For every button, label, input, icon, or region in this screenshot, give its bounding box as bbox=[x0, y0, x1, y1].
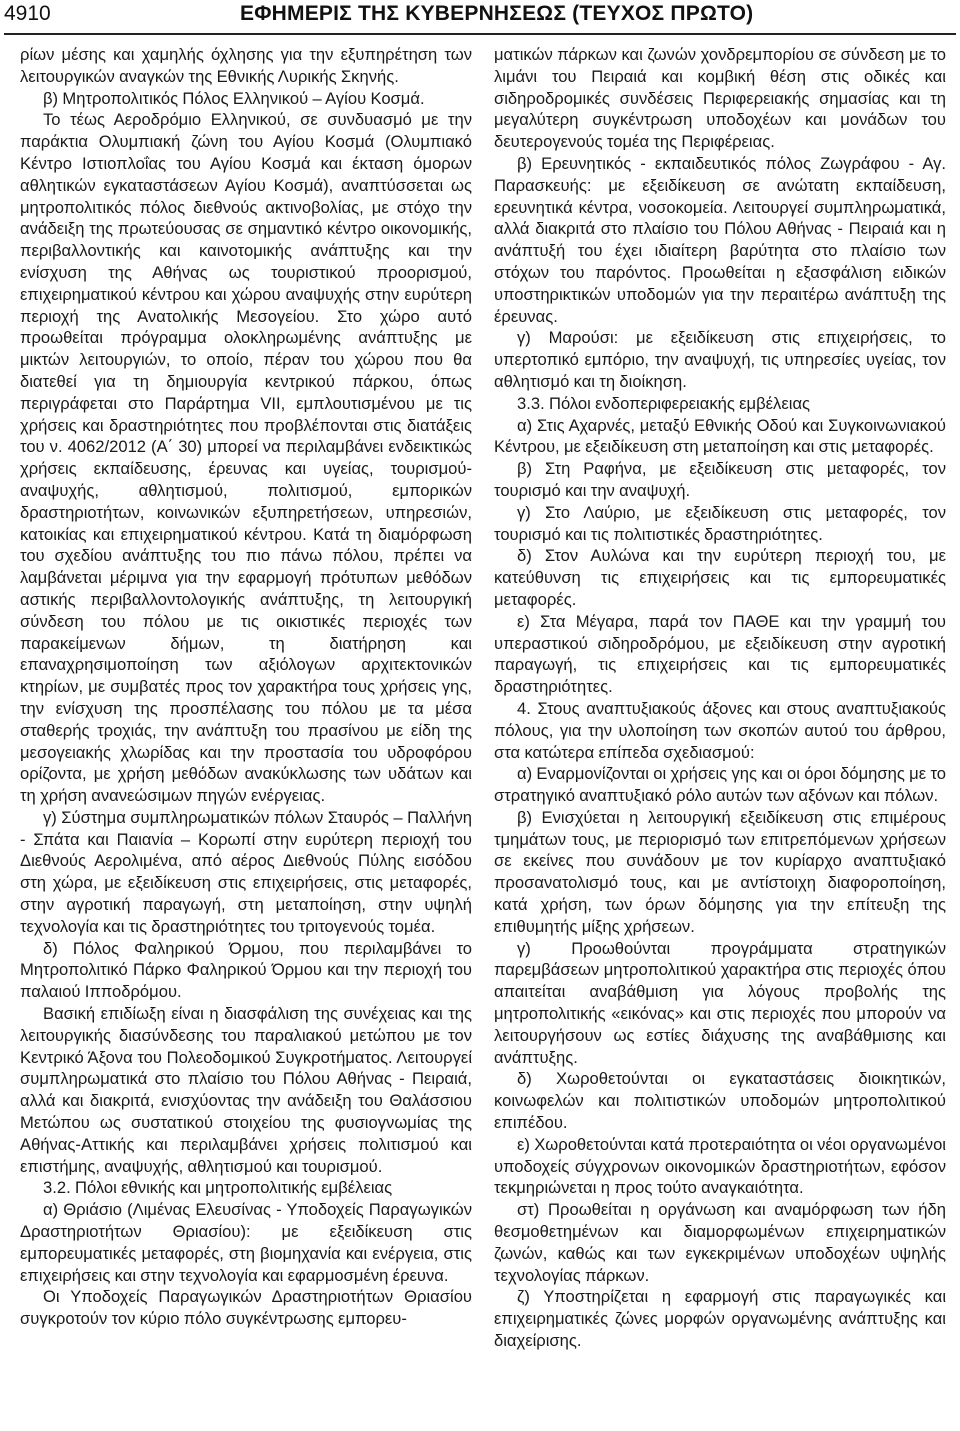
right-text-column bbox=[494, 44, 946, 1352]
paragraph: γ) Μαρούσι: με εξειδίκευση στις επιχειρήσεις, το υπερτοπικό εμπόριο, την αναψυχή, τις υπηρεσίες υγείας, τον αθλητισμό και τη διοίκηση. bbox=[494, 328, 946, 391]
paragraph: β) Μητροπολιτικός Πόλος Ελληνικού – Αγίου Κοσμά. bbox=[43, 88, 425, 108]
paragraph: Οι Υποδοχείς Παραγωγικών Δραστηριοτήτων Θριασίου συγκροτούν τον κύριο πόλο συγκέντρωσης εμπορευ- bbox=[20, 1287, 472, 1329]
header-divider bbox=[4, 33, 956, 35]
paragraph: α) Εναρμονίζονται οι χρήσεις γης και οι όροι δόμησης με το στρατηγικό αναπτυξιακό ρόλο αυτών των αξόνων και πόλων. bbox=[494, 764, 946, 806]
paragraph: ε) Στα Μέγαρα, παρά τον ΠΑΘΕ και την γραμμή του υπεραστικού σιδηροδρόμου, με εξειδίκευση στην αγροτική παραγωγή, τις επιχειρήσεις και τις εμπορευματικές δραστηριότητες. bbox=[494, 611, 946, 697]
paragraph: δ) Στον Αυλώνα και την ευρύτερη περιοχή του, με κατεύθυνση τις επιχειρήσεις και τις εμπορευματικές μεταφορές. bbox=[494, 546, 946, 609]
page-number: 4910 bbox=[4, 2, 51, 25]
paragraph: Βασική επιδίωξη είναι η διασφάλιση της συνέχειας και της λειτουργικής διασύνδεσης του παραλιακού μετώπου με τον Κεντρικό Άξονα του Πολεοδομικού Συγκροτήματος. Λειτουργεί συμπληρωματικά στο πλαίσιο του Πόλου Αθήνας - Πειραιά, αλλά και διακριτά, ενισχύοντας την ανάδειξη του Θαλάσσιου Μετώπου ως συστατικού στοιχείου της φυσιογνωμίας της Αθήνας-Αττικής και περιλαμβάνει χρήσεις πολιτισμού και επιστήμης, αναψυχής, αθλητισμού και τουρισμού. bbox=[20, 1004, 472, 1176]
paragraph: γ) Σύστημα συμπληρωματικών πόλων Σταυρός – Παλλήνη - Σπάτα και Παιανία – Κορωπί στην ευρύτερη περιοχή του Διεθνούς Αερολιμένα, από αέρος Διεθνούς Πύλης εισόδου στη χώρα, με εξειδίκευση στις επιχειρήσεις, στις μεταφορές, στην αγροτική παραγωγή, στη μεταποίηση, στην υψηλή τεχνολογία και τις δραστηριότητες του τριτογενούς τομέα. bbox=[20, 807, 472, 936]
paragraph: δ) Χωροθετούνται οι εγκαταστάσεις διοικητικών, κοινωφελών και πολιτιστικών υποδομών μητροπολιτικού επιπέδου. bbox=[494, 1069, 946, 1133]
page-header bbox=[0, 0, 960, 36]
paragraph: β) Στη Ραφήνα, με εξειδίκευση στις μεταφορές, τον τουρισμό και την αναψυχή. bbox=[494, 459, 946, 500]
paragraph: ε) Χωροθετούνται κατά προτεραιότητα οι νέοι οργανωμένοι υποδοχείς σύγχρονων οικονομικών δραστηριοτήτων, εφόσον τεκμηριώνεται η προς τούτο αναγκαιότητα. bbox=[494, 1134, 946, 1198]
paragraph: Το τέως Αεροδρόμιο Ελληνικού, σε συνδυασμό με την παράκτια Ολυμπιακή ζώνη του Αγίου Κοσμά (Ολυμπιακό Κέντρο Ιστιοπλοΐας του Αγίου Κοσμά και έκταση όμορων αθλητικών εγκαταστάσεων Αγίου Κοσμά), αναπτύσσεται ως μητροπολιτικός πόλος διεθνούς ακτινοβολίας, με στόχο την ανάδειξη της πρωτεύουσας σε σημαντικό κέντρο οικονομικής, περιβαλλοντικής και καινοτομικής ανάπτυξης και την ενίσχυση της Αθήνας ως τουριστικού προορισμού, επιχειρηματικού κέντρου και χώρου αναψυχής στην ευρύτερη περιοχή της Ανατολικής Μεσογείου. Στο χώρο αυτό προωθείται πρόγραμμα ολοκληρωμένης ανάπτυξης με μικτών λειτουργιών, το οποίο, πέραν του χώρου που θα διατεθεί για τη δημιουργία κεντρικού πάρκου, όπως περιγράφεται στο Παράρτημα VII, εμπλουτισμένου με τις χρήσεις και δραστηριότητες που προβλέπονται στις διατάξεις του ν. 4062/2012 (Α΄ 30) μπορεί να περιλαμβάνει ενδεικτικώς χρήσεις εκπαίδευσης, έρευνας και υγείας, τουρισμού-αναψυχής, αθλητισμού, πολιτισμού, εμπορικών δραστηριοτήτων, κοινωνικών εξυπηρετήσεων, υπηρεσιών, κατοικίας και επιχειρηματικού κέντρου. Κατά τη διαμόρφωση του σχεδίου ανάπτυξης του πιο πάνω πόλου, πρέπει να λαμβάνεται μέριμνα για την εφαρμογή πρότυπων μεθόδων αστικής περιβαλλοντολογικής ανάπτυξης, τη λειτουργική σύνδεση του πόλου με τις οικιστικές περιοχές των παρακείμενων δήμων, τη διατήρηση και επαναχρησιμοποίηση των αξιόλογων αρχιτεκτονικών κτηρίων, με συμβατές προς τον χαρακτήρα τους χρήσεις γης, την ενίσχυση της προσπέλασης του πόλου με τα μέσα σταθερής τροχιάς, την ανάπτυξη του πρασίνου με είδη της μεσογειακής χλωρίδας και την προστασία του υδροφόρου ορίζοντα, με χρήση μεθόδων ανακύκλωσης των υδάτων και τη χρήση ανανεώσιμων πηγών ενέργειας. bbox=[20, 110, 472, 806]
paragraph: ζ) Υποστηρίζεται η εφαρμογή στις παραγωγικές και επιχειρηματικές ζώνες μορφών οργανωμένης ανάπτυξης και διαχείρισης. bbox=[494, 1287, 946, 1351]
paragraph: α) Θριάσιο (Λιμένας Ελευσίνας - Υποδοχείς Παραγωγικών Δραστηριοτήτων Θριασίου): με εξειδίκευση στις εμπορευματικές μεταφορές, στη βιομηχανία και ενέργεια, στις επιχειρήσεις και στην τεχνολογία και εφαρμοσμένη έρευνα. bbox=[20, 1200, 472, 1285]
paragraph: 4. Στους αναπτυξιακούς άξονες και στους αναπτυξιακούς πόλους, για την υλοποίηση των σκοπών αυτού του άρθρου, στα κατώτερα επίπεδα σχεδιασμού: bbox=[494, 698, 946, 762]
paragraph: ρίων μέσης και χαμηλής όχλησης για την εξυπηρέτηση των λειτουργικών αναγκών της Εθνικής Λυρικής Σκηνής. bbox=[20, 45, 472, 86]
paragraph: γ) Προωθούνται προγράμματα στρατηγικών παρεμβάσεων μητροπολιτικού χαρακτήρα στις περιοχές όπου απαιτείται αναβάθμιση για λόγους προβολής της μητροπολιτικής «εικόνας» και στις περιοχές που μπορούν να λειτουργήσουν ως εστίες διάχυσης της αναβάθμισης και ανάπτυξης. bbox=[494, 938, 946, 1067]
section-heading: 3.3. Πόλοι ενδοπεριφερειακής εμβέλειας bbox=[517, 393, 811, 413]
paragraph: γ) Στο Λαύριο, με εξειδίκευση στις μεταφορές, τον τουρισμό και τις πολιτιστικές δραστηριότητες. bbox=[494, 502, 946, 544]
paragraph: ματικών πάρκων και ζωνών χονδρεμπορίου σε σύνδεση με το λιμάνι του Πειραιά και κομβική θέση στις οδικές και σιδηροδρομικές συνδέσεις Περιφερειακής σημασίας και τη μεγαλύτερη συγκέντρωση υποδοχέων και μονάδων του δευτερογενούς τομέα της Περιφέρειας. bbox=[494, 45, 946, 152]
paragraph: δ) Πόλος Φαληρικού Όρμου, που περιλαμβάνει το Μητροπολιτικό Πάρκο Φαληρικού Όρμου και την περιοχή του παλαιού Ιπποδρόμου. bbox=[20, 938, 472, 1002]
gazette-title: ΕΦΗΜΕΡΙΣ ΤΗΣ ΚΥΒΕΡΝΗΣΕΩΣ (ΤΕΥΧΟΣ ΠΡΩΤΟ) bbox=[240, 2, 754, 25]
paragraph: β) Ενισχύεται η λειτουργική εξειδίκευση στις επιμέρους τμημάτων τους, με περιορισμό των επιτρεπόμενων χρήσεων σε εκείνες που συνάδουν με τον κυρίαρχο αναπτυξιακό προσανατολισμό τους, και με αντίστοιχη διαφοροποίηση, κατά χρήση, των όρων δόμησης για την επίτευξη της επιθυμητής μίξης χρήσεων. bbox=[494, 807, 946, 936]
section-heading: 3.2. Πόλοι εθνικής και μητροπολιτικής εμβέλειας bbox=[43, 1178, 393, 1198]
paragraph: β) Ερευνητικός - εκπαιδευτικός πόλος Ζωγράφου - Αγ. Παρασκευής: με εξειδίκευση σε ανώτατη εκπαίδευση, ερευνητικά κέντρα, νοσοκομεία. Λειτουργεί συμπληρωματικά, αλλά διακριτά στο πλαίσιο του Πόλου Αθήνας - Πειραιά και η ανάπτυξή του έχει ιδιαίτερη βαρύτητα στο πλαίσιο των στόχων του παρόντος. Προωθείται η εξασφάλιση ειδικών υποστηρικτικών υποδομών για την περαιτέρω ανάπτυξη της έρευνας. bbox=[494, 153, 946, 326]
paragraph: α) Στις Αχαρνές, μεταξύ Εθνικής Οδού και Συγκοινωνιακού Κέντρου, με εξειδίκευση στη μεταποίηση και στις μεταφορές. bbox=[494, 415, 946, 457]
paragraph: στ) Προωθείται η οργάνωση και αναμόρφωση των ήδη θεσμοθετημένων και διαμορφωμένων επιχειρηματικών ζωνών, καθώς και των εγκεκριμένων υποδοχέων υψηλής τεχνολογίας πάρκων. bbox=[494, 1200, 946, 1285]
left-text-column bbox=[20, 44, 472, 1330]
